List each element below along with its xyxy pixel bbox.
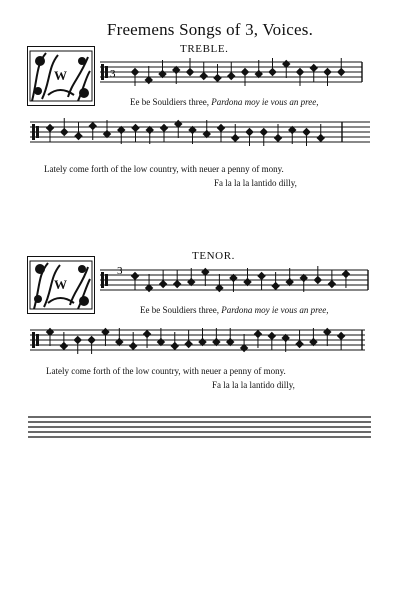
treble-initial-letter: W <box>54 68 67 83</box>
tenor-decorated-initial <box>27 256 95 314</box>
treble-lyric-line-2: Lately come forth of the low country, with neuer a penny of mony. <box>44 164 284 174</box>
page-title: Freemens Songs of 3, Voices. <box>106 20 314 39</box>
tenor-initial-letter: W <box>54 277 67 292</box>
tenor-lyric-line-3: Fa la la la lantido dilly, <box>212 380 295 390</box>
tenor-part-label: TENOR. <box>192 250 236 262</box>
treble-lyric-line-3: Fa la la la lantido dilly, <box>214 178 297 188</box>
tenor-lyric-line-1: Ee be Souldiers three, Pardona moy ie vous an pree, <box>140 305 329 315</box>
treble-lyric-line-1: Ee be Souldiers three, Pardona moy ie vous an pree, <box>130 97 319 107</box>
treble-time-signature: 3 <box>110 68 116 80</box>
tenor-time-signature: 3 <box>117 265 123 277</box>
blank-staff <box>28 417 371 437</box>
treble-part-label: TREBLE. <box>180 43 229 55</box>
tenor-lyric-line-2: Lately come forth of the low country, with neuer a penny of mony. <box>46 366 286 376</box>
